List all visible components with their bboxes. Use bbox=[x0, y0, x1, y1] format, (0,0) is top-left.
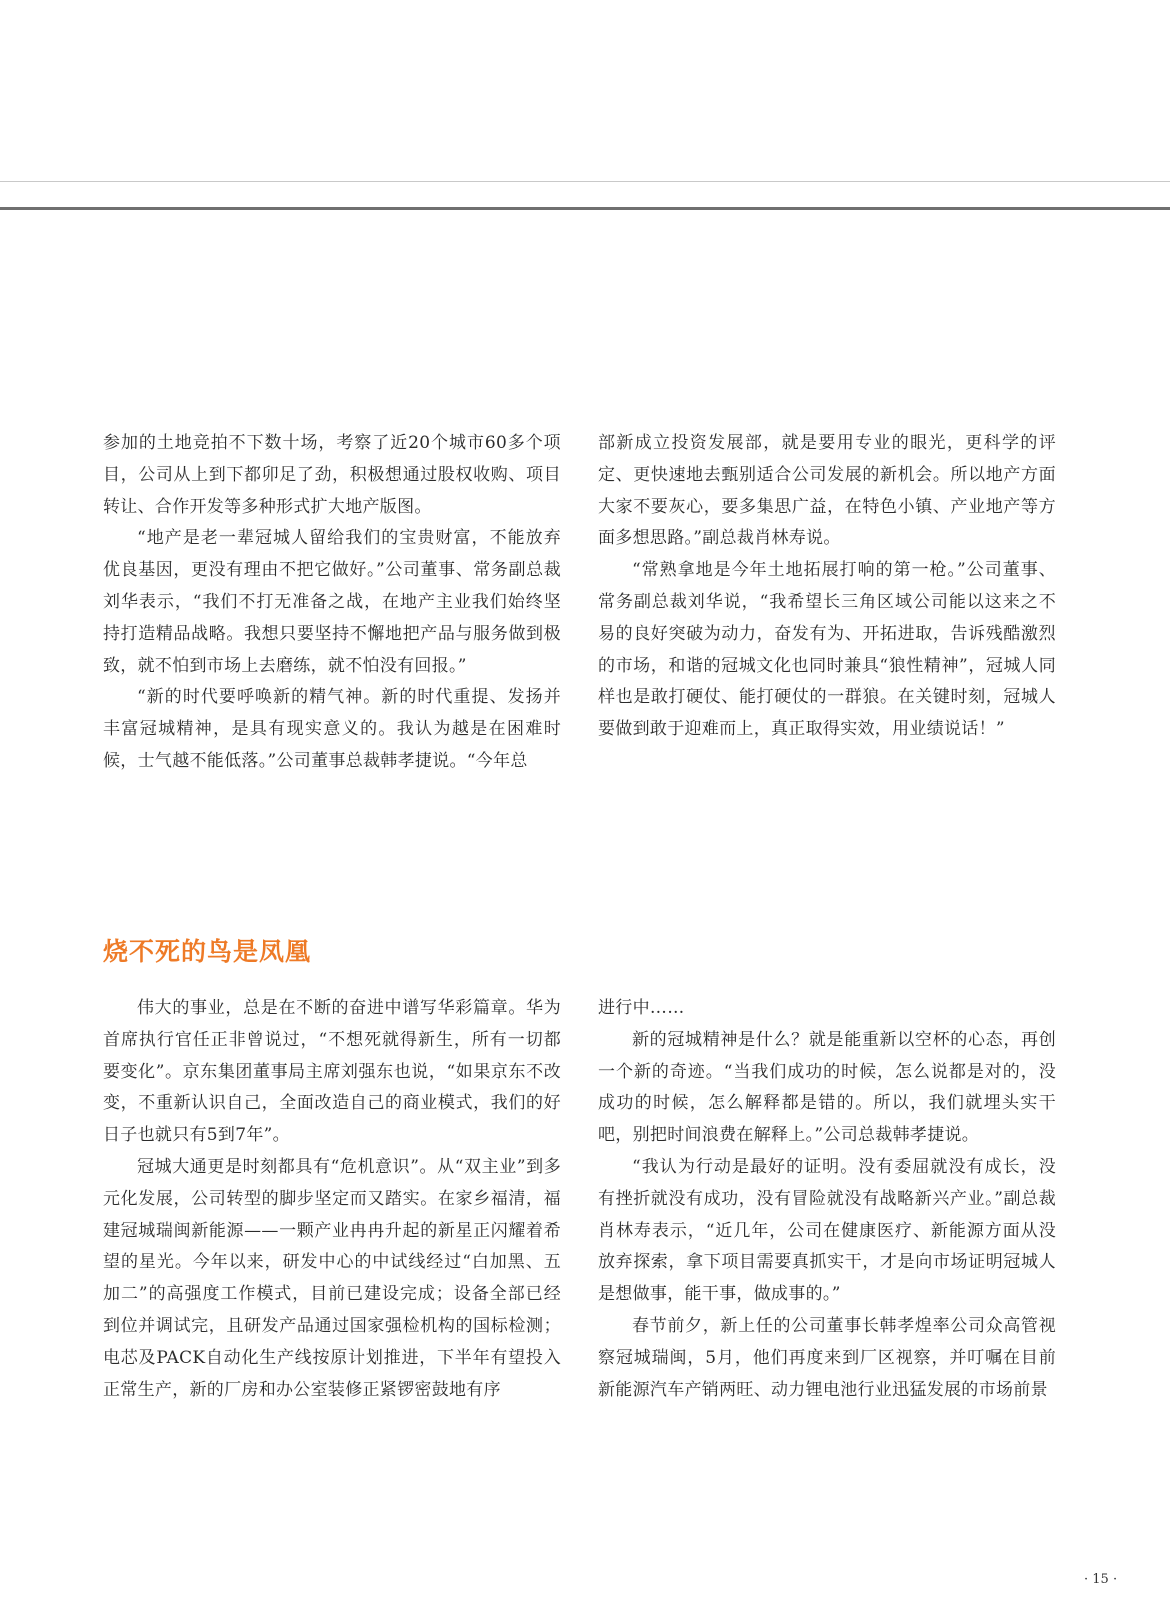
paragraph: 新的冠城精神是什么？就是能重新以空杯的心态，再创一个新的奇迹。“当我们成功的时候，怎么说都是对的，没成功的时候，怎么解释都是错的。所以，我们就埋头实干吧，别把时间浪费在解释上。”公司总裁韩孝捷说。 bbox=[598, 1029, 1056, 1146]
section1-right-column bbox=[598, 428, 1056, 746]
paragraph: 进行中…… bbox=[598, 998, 685, 1018]
paragraph: 部新成立投资发展部，就是要用专业的眼光，更科学的评定、更快速地去甄别适合公司发展的新机会。所以地产方面大家不要灰心，要多集思广益，在特色小镇、产业地产等方面多想思路。”副总裁肖林寿说。 bbox=[598, 433, 1056, 549]
paragraph: “常熟拿地是今年土地拓展打响的第一枪。”公司董事、常务副总裁刘华说，“我希望长三角区域公司能以这来之不易的良好突破为动力，奋发有为、开拓进取，告诉残酷激烈的市场，和谐的冠城文化也同时兼具“狼性精神”，冠城人同样也是敢打硬仗、能打硬仗的一群狼。在关键时刻，冠城人要做到敢于迎难而上，真正取得实效，用业绩说话！” bbox=[598, 560, 1056, 740]
paragraph: 伟大的事业，总是在不断的奋进中谱写华彩篇章。华为首席执行官任正非曾说过，“不想死就得新生，所有一切都要变化”。京东集团董事局主席刘强东也说，“如果京东不改变，不重新认识自己，全面改造自己的商业模式，我们的好日子也就只有5到7年”。 bbox=[103, 998, 561, 1146]
header-divider bbox=[0, 207, 1170, 210]
paragraph: “新的时代要呼唤新的精气神。新的时代重提、发扬并丰富冠城精神，是具有现实意义的。我认为越是在困难时候，士气越不能低落。”公司董事总裁韩孝捷说。“今年总 bbox=[103, 687, 561, 771]
section1-left-column bbox=[103, 428, 561, 778]
paragraph: 参加的土地竞拍不下数十场，考察了近20个城市60多个项目，公司从上到下都卯足了劲，积极想通过股权收购、项目转让、合作开发等多种形式扩大地产版图。 bbox=[103, 433, 561, 517]
paragraph: “地产是老一辈冠城人留给我们的宝贵财富，不能放弃优良基因，更没有理由不把它做好。”公司董事、常务副总裁刘华表示，“我们不打无准备之战，在地产主业我们始终坚持打造精品战略。我想只要坚持不懈地把产品与服务做到极致，就不怕到市场上去磨练，就不怕没有回报。” bbox=[103, 528, 561, 676]
section2-left-column bbox=[103, 993, 561, 1406]
page-number: · 15 · bbox=[1084, 1572, 1118, 1587]
section2-right-column bbox=[598, 993, 1056, 1406]
paragraph: “我认为行动是最好的证明。没有委屈就没有成长，没有挫折就没有成功，没有冒险就没有战略新兴产业。”副总裁肖林寿表示，“近几年，公司在健康医疗、新能源方面从没放弃探索，拿下项目需要真抓实干，才是向市场证明冠城人是想做事，能干事，做成事的。” bbox=[598, 1156, 1056, 1305]
paragraph: 春节前夕，新上任的公司董事长韩孝煌率公司众高管视察冠城瑞闽，5月，他们再度来到厂区视察，并叮嘱在目前新能源汽车产销两旺、动力锂电池行业迅猛发展的市场前景 bbox=[598, 1315, 1056, 1400]
header-thin-rule bbox=[0, 181, 1170, 182]
paragraph: 冠城大通更是时刻都具有“危机意识”。从“双主业”到多元化发展，公司转型的脚步坚定而又踏实。在家乡福清，福建冠城瑞闽新能源——一颗产业冉冉升起的新星正闪耀着希望的星光。今年以来，研发中心的中试线经过“白加黑、五加二”的高强度工作模式，目前已建设完成；设备全部已经到位并调试完，且研发产品通过国家强检机构的国标检测；电芯及PACK自动化生产线按原计划推进，下半年有望投入正常生产，新的厂房和办公室装修正紧锣密鼓地有序 bbox=[103, 1156, 561, 1400]
section-heading: 烧不死的鸟是凤凰 bbox=[103, 937, 312, 966]
